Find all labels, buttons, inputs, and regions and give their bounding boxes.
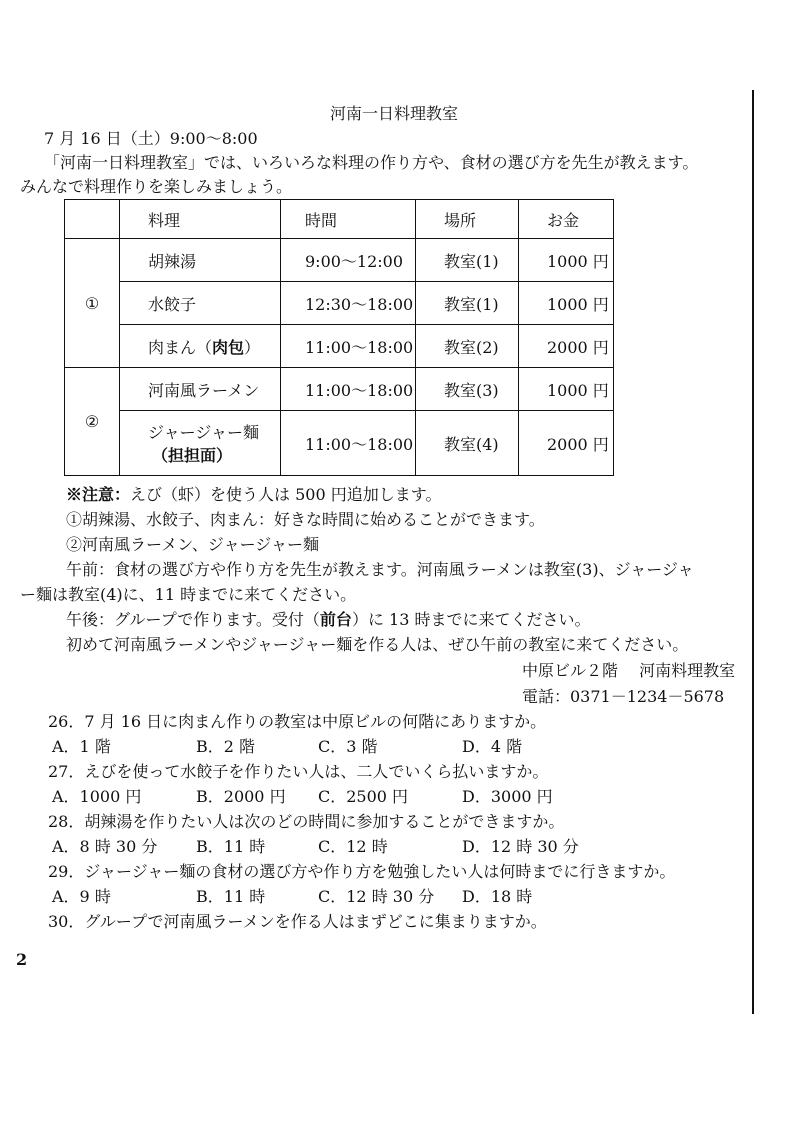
dish-cell (120, 325, 281, 368)
option-a: A．8 時 30 分 (52, 837, 158, 856)
first-time-line: 初めて河南風ラーメンやジャージャー麵を作る人は、ぜひ午前の教室に来てください。 (66, 635, 689, 654)
morning-line-2: ー麵は教室(4)に、11 時までに来てください。 (20, 585, 357, 604)
option-a: A．1 階 (52, 737, 111, 756)
options-29 (0, 886, 800, 908)
table-row (65, 282, 614, 325)
afternoon-line (66, 609, 590, 631)
group-label-1: ① (65, 239, 120, 368)
question-28: 28．胡辣湯を作りたい人は次のどの時間に参加することができますか。 (48, 812, 565, 831)
option-d: D．18 時 (462, 887, 533, 906)
room-cell: 教室(1) (416, 239, 519, 282)
dish-cell: 水餃子 (120, 282, 281, 325)
option-b: B．11 時 (196, 837, 266, 856)
dish-cell: 河南風ラーメン (120, 368, 281, 411)
option-d: D．3000 円 (462, 787, 553, 806)
option-a: A．1000 円 (52, 787, 142, 806)
options-26 (0, 736, 800, 758)
room-cell: 教室(4) (416, 411, 519, 476)
morning-line-1: 午前：食材の選び方や作り方を先生が教えます。河南風ラーメンは教室(3)、ジャージャ (66, 560, 694, 579)
header-dish: 料理 (120, 200, 281, 239)
dish-chinese-name: 肉包 (212, 337, 245, 357)
options-28 (0, 836, 800, 858)
note-line (66, 484, 441, 506)
place-line: 中原ビル２階 河南料理教室 (522, 661, 736, 680)
afternoon-suffix: ）に 13 時までに来てください。 (351, 610, 591, 629)
note-label: ※注意： (66, 485, 131, 504)
option-c: C．3 階 (318, 737, 378, 756)
afternoon-prefix: 午後：グループで作ります。受付（ (66, 610, 320, 629)
table-header-row (65, 200, 614, 239)
option-d: D．12 時 30 分 (462, 837, 579, 856)
dish-cell (120, 411, 281, 476)
header-time: 時間 (281, 200, 416, 239)
document-title: 河南一日料理教室 (330, 104, 459, 123)
note-text: えび（虾）を使う人は 500 円追加します。 (130, 485, 442, 504)
price-cell: 1000 円 (519, 368, 614, 411)
option-c: C．12 時 30 分 (318, 887, 435, 906)
time-cell: 11:00～18:00 (281, 368, 416, 411)
table-row (65, 239, 614, 282)
question-26: 26．7 月 16 日に肉まん作りの教室は中原ビルの何階にありますか。 (48, 712, 547, 731)
header-room: 場所 (416, 200, 519, 239)
price-cell: 2000 円 (519, 325, 614, 368)
options-27 (0, 786, 800, 808)
dish-name: 肉まん（ (148, 337, 213, 357)
price-cell: 1000 円 (519, 239, 614, 282)
group-label-2: ② (65, 368, 120, 476)
table-row (65, 411, 614, 476)
date-line: 7 月 16 日（土）9:00～8:00 (44, 129, 258, 148)
phone-line: 電話：0371－1234－5678 (522, 687, 725, 706)
dish-cell: 胡辣湯 (120, 239, 281, 282)
page-number: 2 (16, 950, 28, 969)
intro-line-2: みんなで料理作りを楽しみましょう。 (20, 177, 293, 196)
right-margin-rule (752, 90, 754, 1014)
time-cell: 11:00～18:00 (281, 325, 416, 368)
option-c: C．2500 円 (318, 787, 409, 806)
option-a: A．9 時 (52, 887, 111, 906)
question-30: 30．グループで河南風ラーメンを作る人はまずどこに集まりますか。 (48, 912, 547, 931)
time-cell: 12:30～18:00 (281, 282, 416, 325)
header-price: お金 (519, 200, 614, 239)
dish-chinese-name: （担担面） (152, 446, 233, 465)
price-cell: 2000 円 (519, 411, 614, 476)
afternoon-bold: 前台 (319, 610, 352, 629)
table-row (65, 368, 614, 411)
room-cell: 教室(2) (416, 325, 519, 368)
dish-name: ジャージャー麵 (148, 423, 260, 442)
header-blank (65, 200, 120, 239)
time-cell: 11:00～18:00 (281, 411, 416, 476)
question-27: 27．えびを使って水餃子を作りたい人は、二人でいくら払いますか。 (48, 762, 549, 781)
option-d: D．4 階 (462, 737, 523, 756)
room-cell: 教室(1) (416, 282, 519, 325)
option-b: B．2 階 (196, 737, 256, 756)
option-b: B．2000 円 (196, 787, 286, 806)
note-group-2: ②河南風ラーメン、ジャージャー麵 (66, 535, 319, 554)
option-b: B．11 時 (196, 887, 266, 906)
question-29: 29．ジャージャー麵の食材の選び方や作り方を勉強したい人は何時までに行きますか。 (48, 862, 676, 881)
room-cell: 教室(3) (416, 368, 519, 411)
option-c: C．12 時 (318, 837, 388, 856)
note-group-1: ①胡辣湯、水餃子、肉まん：好きな時間に始めることができます。 (66, 510, 545, 529)
schedule-table (64, 199, 614, 476)
time-cell: 9:00～12:00 (281, 239, 416, 282)
price-cell: 1000 円 (519, 282, 614, 325)
intro-line-1: 「河南一日料理教室」では、いろいろな料理の作り方や、食材の選び方を先生が教えます。 (44, 153, 699, 172)
dish-name-close: ） (244, 337, 261, 357)
table-row (65, 325, 614, 368)
